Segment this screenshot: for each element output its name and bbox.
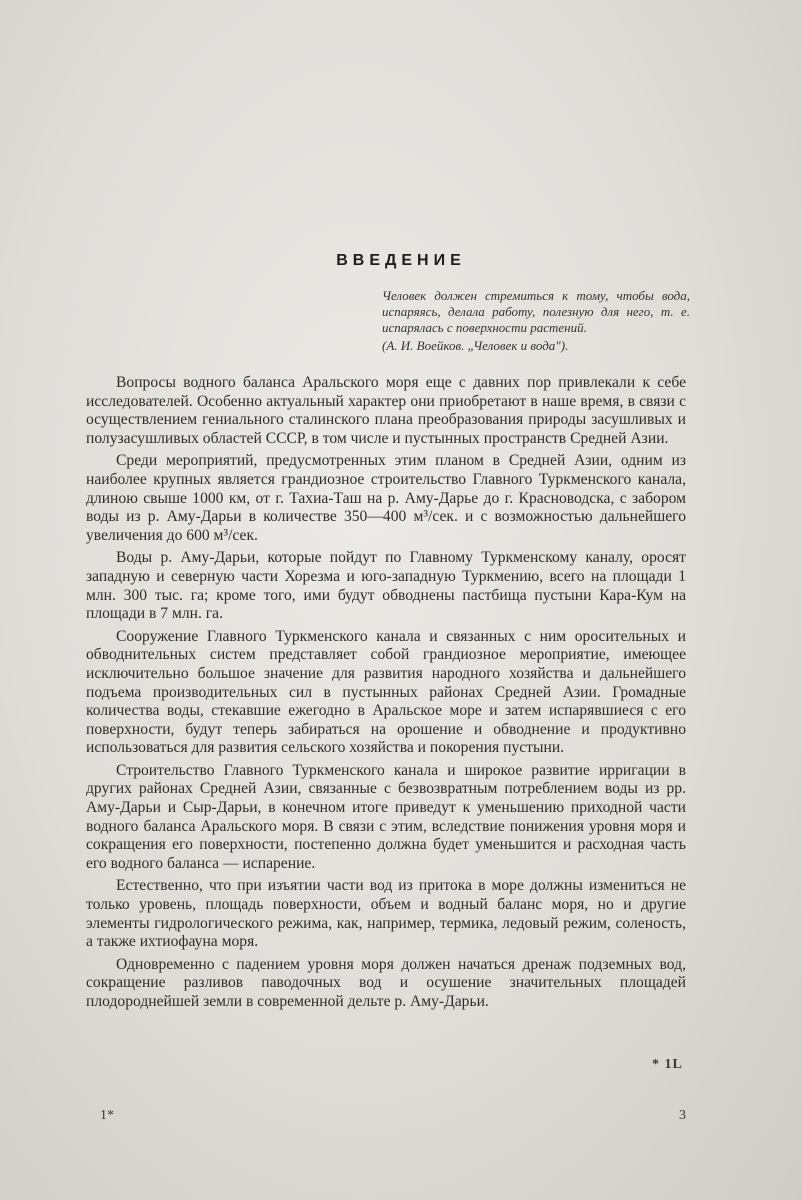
signature-mark: 1* [100,1108,114,1123]
paragraph: Вопросы водного баланса Аральского моря еще с давних пор привлекали к себе исследователей. Особенно актуальный характер они приобретают в наше время, в связи с осуществлением гениального сталинского плана преобразования природы засушливых и полузасушливых областей СССР, в том числе и пустынных пространств Средней Азии. [86,374,686,447]
epigraph-source: (А. И. Воейков. „Человек и вода"). [382,338,569,353]
paragraph: Среди мероприятий, предусмотренных этим планом в Средней Азии, одним из наиболее крупных является грандиозное строительство Главного Туркменского канала, длиною свыше 1000 км, от г. Тахиа-Таш на р. Аму-Дарье до г. Красноводска, с забором воды из р. Аму-Дарьи в количестве 350—400 м³/сек. и с возможностью дальнейшего увеличения до 600 м³/сек. [86,452,686,544]
paragraph: Естественно, что при изъятии части вод из притока в море должны измениться не только уровень, площадь поверхности, объем и водный баланс моря, но и другие элементы гидрологического режима, как, например, термика, ледовый режим, соленость, а также ихтиофауна моря. [86,877,686,951]
epigraph [382,288,690,354]
paragraph: Одновременно с падением уровня моря должен начаться дренаж подземных вод, сокращение разливов паводочных вод и осушение значительных площадей плодороднейшей земли в современной дельте р. Аму-Дарьи. [86,955,686,1010]
epigraph-text: Человек должен стремиться к тому, чтобы вода, испаряясь, делала работу, полезную для него, т. е. испарялась с поверхности растений. [382,288,690,335]
page-title: ВВЕДЕНИЕ [336,252,466,269]
page-number: 3 [679,1108,686,1123]
paragraph: Сооружение Главного Туркменского канала и связанных с ним оросительных и обводнительных систем представляет собой грандиозное мероприятие, имеющее исключительно большое значение для развития народного хозяйства и дальнейшего подъема производительных сил в пустынных районах Средней Азии. Громадные количества воды, стекавшие ежегодно в Аральское море и затем испарявшиеся с его поверхности, будут теперь забираться на орошение и обводнение и продуктивно использоваться для развития сельского хозяйства и покорения пустыни. [86,627,686,757]
sheet-mark: * 1L [652,1057,683,1072]
body-text [86,374,686,1016]
paragraph: Строительство Главного Туркменского канала и широкое развитие ирригации в других районах Средней Азии, связанные с безвозвратным потреблением воды из рр. Аму-Дарьи и Сыр-Дарьи, в конечном итоге приведут к уменьшению приходной части водного баланса Аральского моря. В связи с этим, вследствие понижения уровня моря и сокращения его поверхности, постепенно должна будет уменьшится и расходная часть его водного баланса — испарение. [86,761,686,872]
paragraph: Воды р. Аму-Дарьи, которые пойдут по Главному Туркменскому каналу, оросят западную и северную части Хорезма и юго-западную Туркмению, всего на площади 1 млн. 300 тыс. га; кроме того, ими будут обводнены пастбища пустыни Кара-Кум на площади в 7 млн. га. [86,549,686,623]
